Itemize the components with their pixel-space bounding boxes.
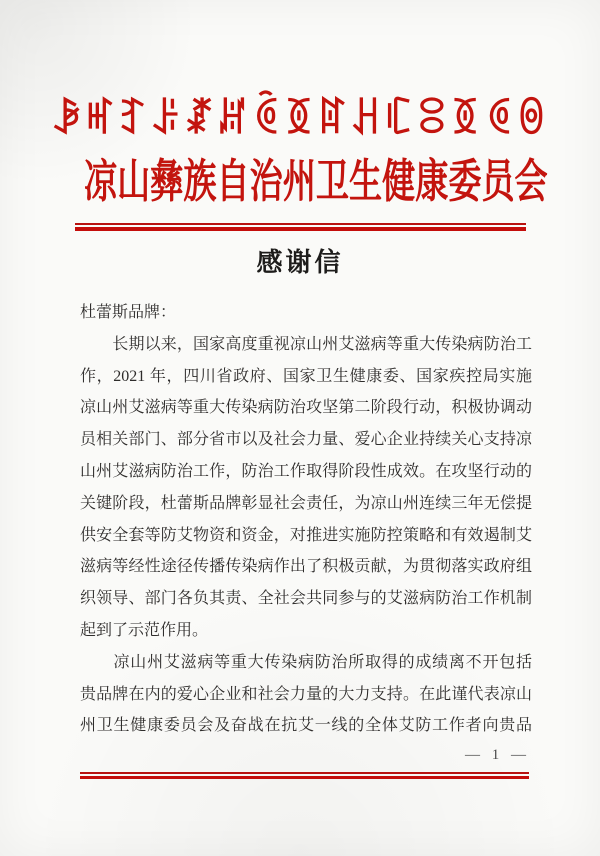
body-line: 州卫生健康委员会及奋战在抗艾一线的全体艾防工作者向贵品: [80, 717, 532, 735]
body-line: 供安全套等防艾物资和资金，对推进实施防控策略和有效遏制艾: [80, 526, 532, 544]
letterhead-rule-thin-line: [75, 223, 526, 225]
body-line: 杜蕾斯品牌：: [80, 304, 177, 321]
body-line: 作，2021 年，四川省政府、国家卫生健康委、国家疾控局实施: [80, 367, 532, 385]
letterhead-org-name: 凉山彝族自治州卫生健康委员会: [83, 156, 548, 207]
body-line: 员相关部门、部分省市以及社会力量、爱心企业持续关心支持凉: [80, 431, 532, 449]
body-line: 山州艾滋病防治工作，防治工作取得阶段性成效。在攻坚行动的: [80, 462, 532, 480]
body-line: 贵品牌在内的爱心企业和社会力量的大力支持。在此谨代表凉山: [80, 685, 532, 703]
body-line: 凉山州艾滋病等重大传染病防治攻坚第二阶段行动，积极协调动: [80, 399, 532, 417]
body-line: 织领导、部门各负其责、全社会共同参与的艾滋病防治工作机制: [80, 590, 532, 608]
letterhead-double-rule: [75, 223, 526, 231]
letterhead-rule-thick-line: [75, 227, 526, 231]
footer-rule-thick-line: [80, 776, 529, 779]
body-line: 滋病等经性途径传播传染病作出了积极贡献，为贯彻落实政府组: [80, 558, 532, 576]
letter-body: [80, 297, 532, 742]
page-number: — 1 —: [465, 747, 530, 763]
footer-double-rule: [80, 772, 529, 779]
body-line: 长期以来，国家高度重视凉山州艾滋病等重大传染病防治工: [80, 335, 532, 353]
body-line: 起到了示范作用。: [80, 621, 209, 639]
letterhead-yi-script-line: ꆃꎭꆈꌠꊨꏦꏱꅉꍏꃅꏸꈯꅉꏲꉻ: [50, 97, 550, 142]
body-line: 凉山州艾滋病等重大传染病防治所取得的成绩离不开包括: [80, 653, 532, 671]
document-title: 感谢信: [256, 248, 344, 277]
body-line: 关键阶段，杜蕾斯品牌彰显社会责任，为凉山州连续三年无偿提: [80, 494, 532, 512]
footer-rule-thin-line: [80, 772, 529, 774]
